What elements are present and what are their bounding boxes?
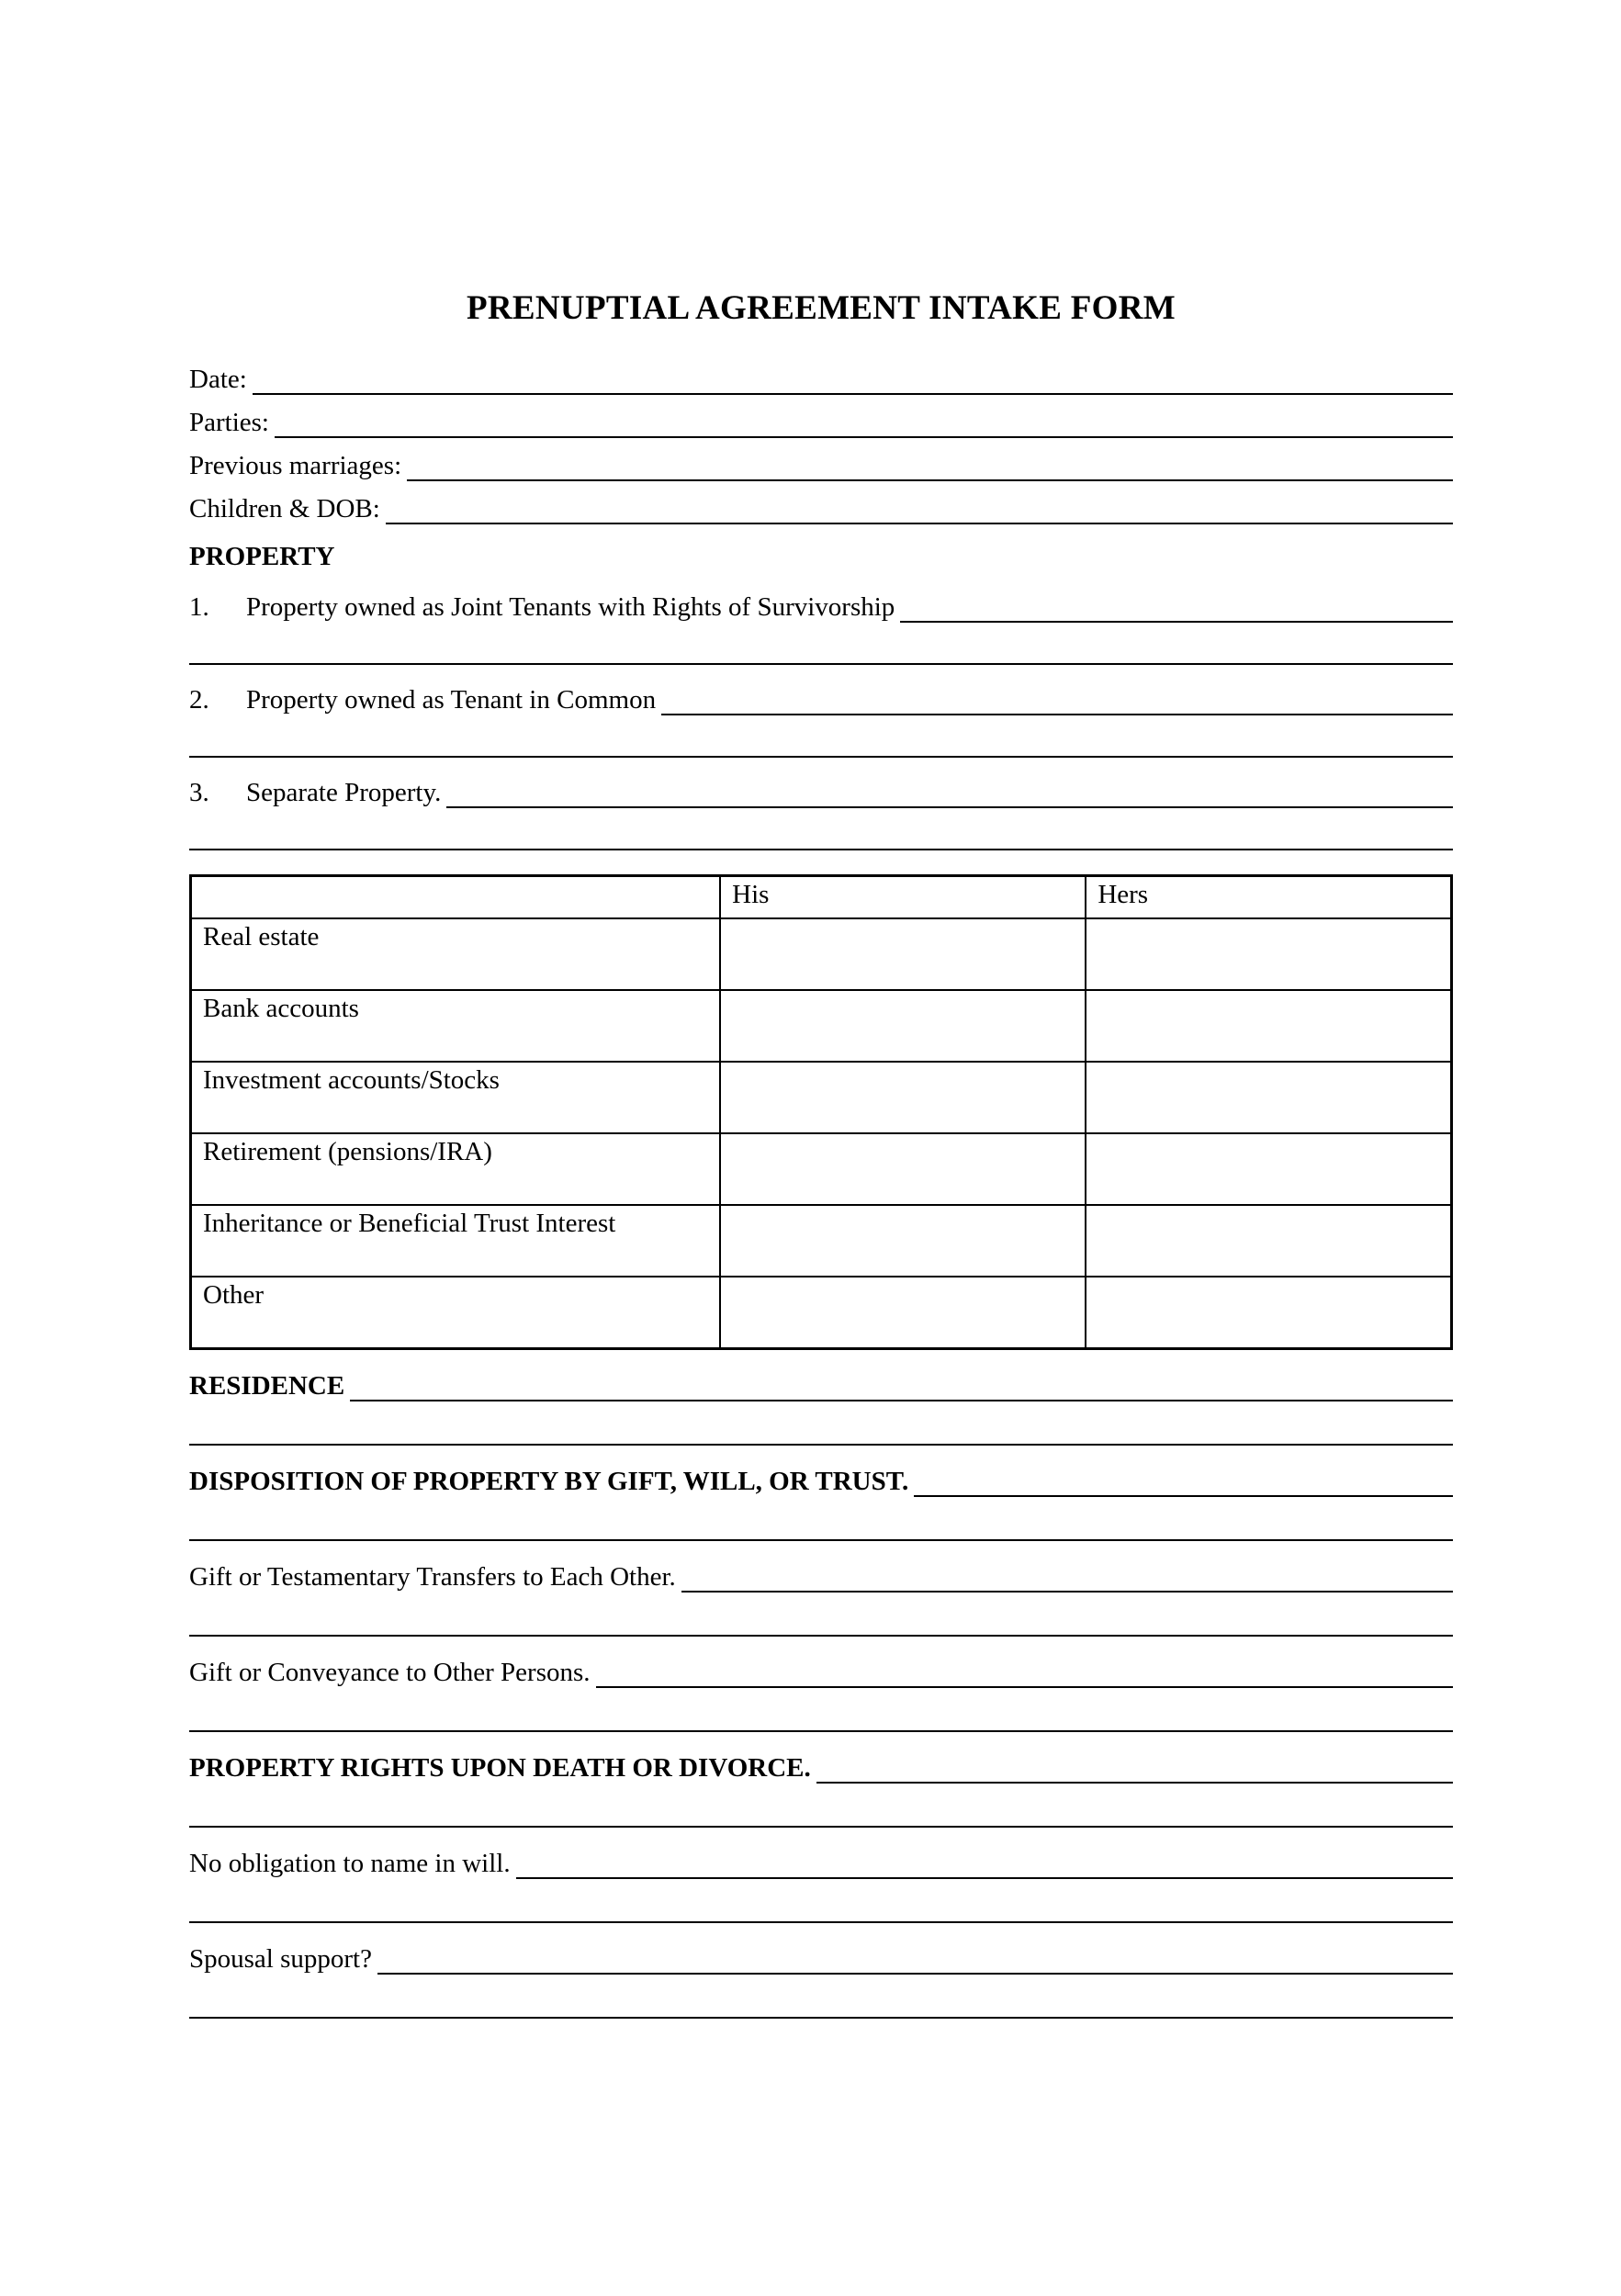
gift-conveyance-line[interactable] xyxy=(596,1655,1453,1688)
asset-label: Investment accounts/Stocks xyxy=(191,1062,721,1133)
item-3-text: Separate Property. xyxy=(246,778,442,807)
property-rights-row xyxy=(189,1741,1453,1784)
property-rights-continuation-line[interactable] xyxy=(189,1826,1453,1828)
disposition-line[interactable] xyxy=(914,1464,1453,1497)
item-1-line[interactable] xyxy=(900,590,1453,623)
no-obligation-continuation-line[interactable] xyxy=(189,1921,1453,1923)
previous-marriages-label: Previous marriages: xyxy=(189,451,402,480)
his-header-cell: His xyxy=(720,876,1086,919)
gift-transfers-continuation-line[interactable] xyxy=(189,1635,1453,1637)
property-rights-line[interactable] xyxy=(816,1750,1453,1784)
no-obligation-row xyxy=(189,1837,1453,1879)
property-item-2 xyxy=(189,672,1453,715)
parties-label: Parties: xyxy=(189,408,269,437)
section-spousal-support xyxy=(189,1932,1453,2019)
asset-row-retirement xyxy=(191,1133,1452,1205)
no-obligation-line[interactable] xyxy=(516,1846,1453,1879)
field-row-children-dob xyxy=(189,481,1453,524)
hers-value-cell[interactable] xyxy=(1086,1205,1451,1277)
item-3-continuation-line[interactable] xyxy=(189,849,1453,850)
hers-header-cell: Hers xyxy=(1086,876,1451,919)
hers-value-cell[interactable] xyxy=(1086,918,1451,990)
gift-conveyance-continuation-line[interactable] xyxy=(189,1730,1453,1732)
field-row-date xyxy=(189,352,1453,395)
item-3-number: 3. xyxy=(189,778,209,807)
item-2-line[interactable] xyxy=(661,682,1453,715)
residence-row xyxy=(189,1359,1453,1401)
spousal-support-label: Spousal support? xyxy=(189,1944,372,1974)
item-1-text: Property owned as Joint Tenants with Rights of Survivorship xyxy=(246,592,895,622)
property-rights-label: PROPERTY RIGHTS UPON DEATH OR DIVORCE. xyxy=(189,1753,811,1783)
gift-transfers-line[interactable] xyxy=(681,1559,1453,1593)
his-value-cell[interactable] xyxy=(720,918,1086,990)
asset-label: Inheritance or Beneficial Trust Interest xyxy=(191,1205,721,1277)
form-title: PRENUPTIAL AGREEMENT INTAKE FORM xyxy=(467,289,1176,327)
no-obligation-label: No obligation to name in will. xyxy=(189,1849,511,1878)
property-heading xyxy=(189,524,1453,572)
assets-header-row xyxy=(191,876,1452,919)
section-gift-conveyance xyxy=(189,1646,1453,1732)
property-item-3 xyxy=(189,765,1453,808)
item-1-continuation-line[interactable] xyxy=(189,663,1453,665)
blank-header-cell xyxy=(191,876,721,919)
hers-value-cell[interactable] xyxy=(1086,1133,1451,1205)
asset-label: Real estate xyxy=(191,918,721,990)
field-row-parties xyxy=(189,395,1453,438)
children-dob-label: Children & DOB: xyxy=(189,494,380,523)
asset-row-investment-accounts xyxy=(191,1062,1452,1133)
his-value-cell[interactable] xyxy=(720,1205,1086,1277)
parties-line[interactable] xyxy=(275,405,1453,438)
property-heading-label: PROPERTY xyxy=(189,542,335,571)
his-value-cell[interactable] xyxy=(720,990,1086,1062)
asset-label: Retirement (pensions/IRA) xyxy=(191,1133,721,1205)
spousal-support-row xyxy=(189,1932,1453,1975)
his-value-cell[interactable] xyxy=(720,1133,1086,1205)
section-no-obligation xyxy=(189,1837,1453,1923)
hers-value-cell[interactable] xyxy=(1086,1277,1451,1349)
date-line[interactable] xyxy=(253,362,1453,395)
disposition-label: DISPOSITION OF PROPERTY BY GIFT, WILL, OR TRUST. xyxy=(189,1467,909,1496)
disposition-row xyxy=(189,1455,1453,1497)
date-label: Date: xyxy=(189,365,247,394)
gift-conveyance-row xyxy=(189,1646,1453,1688)
spousal-support-continuation-line[interactable] xyxy=(189,2017,1453,2019)
field-row-previous-marriages xyxy=(189,438,1453,481)
item-3-line[interactable] xyxy=(446,775,1453,808)
asset-label: Other xyxy=(191,1277,721,1349)
residence-label: RESIDENCE xyxy=(189,1371,345,1401)
gift-conveyance-label: Gift or Conveyance to Other Persons. xyxy=(189,1658,591,1687)
hers-value-cell[interactable] xyxy=(1086,990,1451,1062)
previous-marriages-line[interactable] xyxy=(407,448,1453,481)
item-2-number: 2. xyxy=(189,685,209,715)
gift-transfers-label: Gift or Testamentary Transfers to Each Other. xyxy=(189,1562,676,1592)
spousal-support-line[interactable] xyxy=(377,1941,1453,1975)
property-item-1 xyxy=(189,580,1453,623)
item-1-number: 1. xyxy=(189,592,209,622)
his-value-cell[interactable] xyxy=(720,1062,1086,1133)
disposition-continuation-line[interactable] xyxy=(189,1539,1453,1541)
item-2-text: Property owned as Tenant in Common xyxy=(246,685,657,715)
residence-continuation-line[interactable] xyxy=(189,1444,1453,1446)
asset-row-other xyxy=(191,1277,1452,1349)
section-property-rights xyxy=(189,1741,1453,1828)
assets-table xyxy=(189,874,1453,1350)
section-residence xyxy=(189,1359,1453,1446)
hers-value-cell[interactable] xyxy=(1086,1062,1451,1133)
section-gift-transfers xyxy=(189,1550,1453,1637)
gift-transfers-row xyxy=(189,1550,1453,1593)
residence-line[interactable] xyxy=(350,1368,1453,1401)
children-dob-line[interactable] xyxy=(386,491,1453,524)
asset-row-real-estate xyxy=(191,918,1452,990)
asset-row-bank-accounts xyxy=(191,990,1452,1062)
asset-label: Bank accounts xyxy=(191,990,721,1062)
section-disposition xyxy=(189,1455,1453,1541)
his-value-cell[interactable] xyxy=(720,1277,1086,1349)
asset-row-inheritance xyxy=(191,1205,1452,1277)
item-2-continuation-line[interactable] xyxy=(189,756,1453,758)
